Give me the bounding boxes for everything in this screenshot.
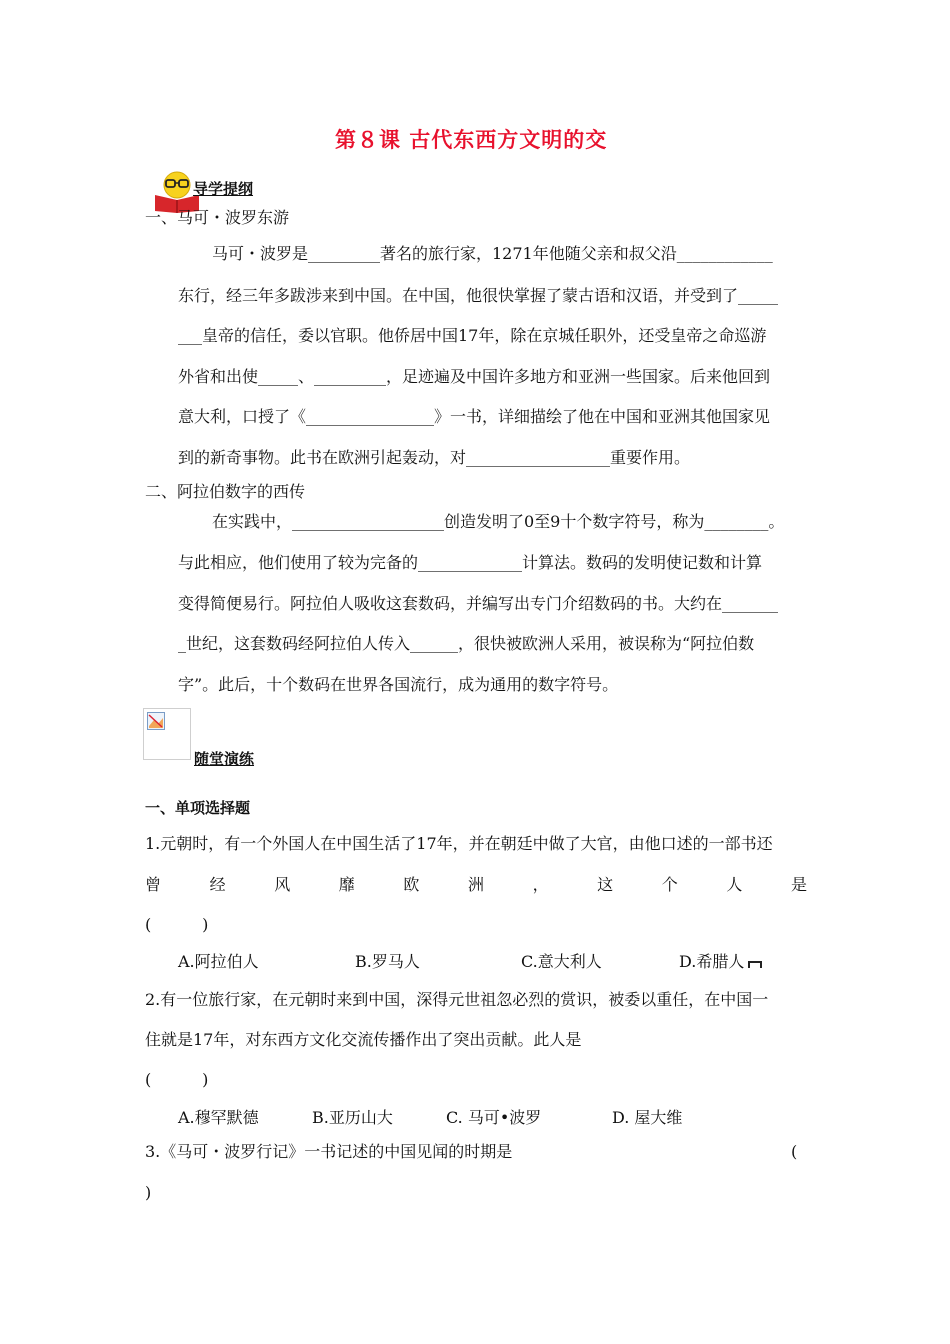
reading-figure-icon bbox=[142, 150, 192, 194]
part2-line-3: 变得简便易行。阿拉伯人吸收这套数码，并编写出专门介绍数码的书。大约在_______ bbox=[178, 594, 779, 613]
q1-answer-bracket: ( ) bbox=[145, 915, 209, 934]
broken-image-icon bbox=[143, 708, 191, 760]
part1-line-5: 意大利，口授了《________________》一书，详细描绘了他在中国和亚洲其他国家见 bbox=[178, 407, 771, 426]
q1-char: ， bbox=[532, 875, 549, 894]
part2-line-1: 在实践中，___________________创造发明了0至9十个数字符号，称为________。 bbox=[212, 512, 785, 531]
q2-option-c[interactable]: C. 马可•波罗 bbox=[446, 1108, 542, 1127]
part2-line-2: 与此相应，他们使用了较为完备的_____________计算法。数码的发明使记数和计算 bbox=[178, 553, 763, 572]
part1-line-2: 东行，经三年多跋涉来到中国。在中国，他很快掌握了蒙古语和汉语，并受到了_____ bbox=[178, 286, 779, 305]
q1-option-b[interactable]: B.罗马人 bbox=[355, 952, 420, 971]
q2-line-2: 住就是17年，对东西方文化交流传播作出了突出贡献。此人是 bbox=[145, 1030, 582, 1049]
page-title: 第８课 古代东西方文明的交 bbox=[335, 128, 608, 152]
section-single-choice: 一、单项选择题 bbox=[145, 799, 251, 817]
q1-option-d[interactable]: D.希腊人 bbox=[679, 952, 745, 971]
part2-line-5: 字”。此后，十个数码在世界各国流行，成为通用的数字符号。 bbox=[178, 675, 619, 694]
q2-option-b[interactable]: B.亚历山大 bbox=[312, 1108, 393, 1127]
practice-heading: 随堂演练 bbox=[194, 750, 255, 768]
q2-option-d[interactable]: D. 屋大维 bbox=[612, 1108, 683, 1127]
q3-bracket-open: ( bbox=[791, 1142, 798, 1161]
q3-bracket-close: ) bbox=[145, 1183, 152, 1202]
q3-line-1: 3.《马可・波罗行记》一书记述的中国见闻的时期是 bbox=[145, 1142, 513, 1161]
q1-char: 风 bbox=[274, 875, 291, 894]
part2-line-4: _世纪，这套数码经阿拉伯人传入______，很快被欧洲人采用，被误称为“阿拉伯数 bbox=[178, 634, 755, 653]
q1-char: 人 bbox=[726, 875, 743, 894]
part1-line-1: 马可・波罗是_________著名的旅行家，1271年他随父亲和叔父沿____________ bbox=[212, 244, 773, 263]
part1-heading: 一、马可・波罗东游 bbox=[145, 208, 290, 227]
q1-char: 曾 bbox=[145, 875, 162, 894]
q1-char: 洲 bbox=[467, 875, 484, 894]
q2-option-a[interactable]: A.穆罕默德 bbox=[178, 1108, 259, 1127]
q1-line-1: 1.元朝时，有一个外国人在中国生活了17年，并在朝廷中做了大官，由他口述的一部书还 bbox=[145, 834, 773, 853]
q1-option-a[interactable]: A.阿拉伯人 bbox=[178, 952, 259, 971]
q2-answer-bracket: ( ) bbox=[145, 1070, 209, 1089]
part1-line-3: ___皇帝的信任，委以官职。他侨居中国17年，除在京城任职外，还受皇帝之命巡游 bbox=[178, 326, 767, 345]
q1-char: 靡 bbox=[338, 875, 355, 894]
guide-heading: 导学提纲 bbox=[193, 180, 254, 198]
q1-char: 是 bbox=[790, 875, 807, 894]
part1-line-4: 外省和出使_____、_________，足迹遍及中国许多地方和亚洲一些国家。后来他回到 bbox=[178, 367, 771, 386]
q1-char: 经 bbox=[209, 875, 226, 894]
q1-line-2 bbox=[145, 874, 807, 896]
q2-line-1: 2.有一位旅行家，在元朝时来到中国，深得元世祖忽必烈的赏识，被委以重任，在中国一 bbox=[145, 990, 769, 1009]
part1-line-6: 到的新奇事物。此书在欧洲引起轰动，对__________________重要作用。 bbox=[178, 448, 691, 467]
q1-char: 个 bbox=[661, 875, 678, 894]
small-bracket-mark bbox=[748, 961, 762, 968]
q1-char: 这 bbox=[597, 875, 614, 894]
part2-heading: 二、阿拉伯数字的西传 bbox=[145, 482, 306, 501]
q1-option-c[interactable]: C.意大利人 bbox=[521, 952, 602, 971]
q1-char: 欧 bbox=[403, 875, 420, 894]
